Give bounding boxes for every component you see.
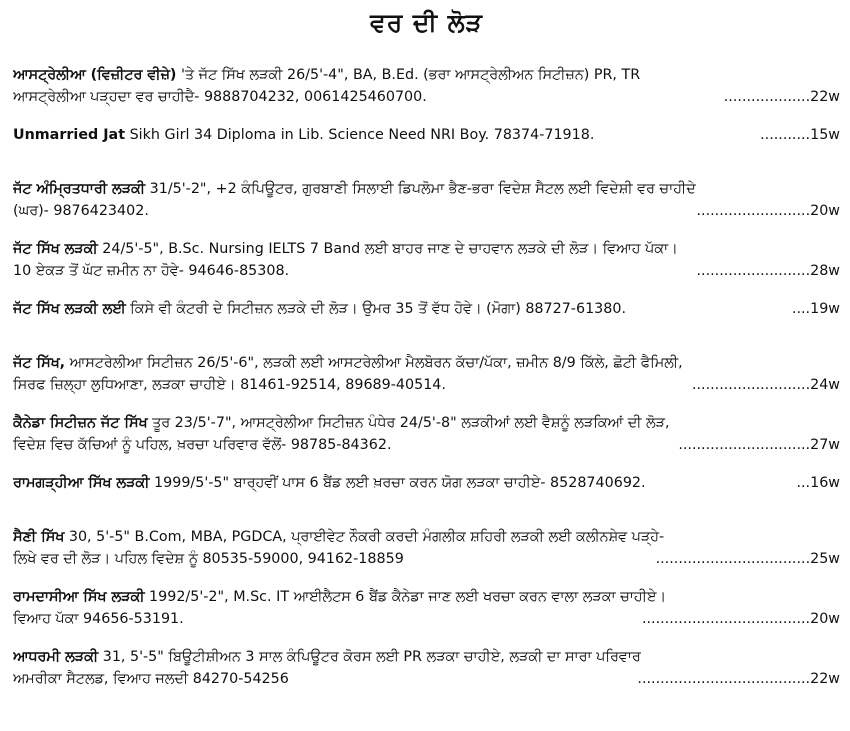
ad-line (13, 434, 840, 456)
ad-text: ਲਿਖੇ ਵਰ ਦੀ ਲੋੜ। ਪਹਿਲ ਵਿਦੇਸ਼ ਨੂੰ 80535-59000, 94162-18859 (13, 551, 404, 567)
ad-line (13, 124, 840, 146)
ad-price: .........................20w (696, 203, 840, 219)
ad-price: ...........15w (760, 127, 840, 143)
ad-line (13, 646, 840, 668)
ad-line (13, 86, 840, 108)
ad-line (13, 178, 840, 200)
classified-ad (13, 586, 840, 646)
classified-ad (13, 238, 840, 298)
ad-lead: ਸੈਣੀ ਸਿੱਖ (13, 529, 65, 545)
ad-text: ਆਸਟਰੇਲੀਆ ਸਿਟੀਜ਼ਨ 26/5'-6", ਲੜਕੀ ਲਈ ਆਸਟਰੇਲੀਆ ਮੈਲਬੋਰਨ ਕੱਚਾ/ਪੱਕਾ, ਜ਼ਮੀਨ 8/9 ਕਿੱਲੇ, ਛੋਟੀ ਫੈਮਿਲੀ, (65, 355, 683, 371)
ad-text: ਸਿਰਫ ਜ਼ਿਲ੍ਹਾ ਲੁਧਿਆਣਾ, ਲੜਕਾ ਚਾਹੀਏ। 81461-92514, 89689-40514. (13, 377, 446, 393)
ad-text: ਕਿਸੇ ਵੀ ਕੰਟਰੀ ਦੇ ਸਿਟੀਜ਼ਨ ਲੜਕੇ ਦੀ ਲੋੜ। ਉਮਰ 35 ਤੋਂ ਵੱਧ ਹੋਵੇ। (ਮੋਗਾ) 88727-61380. (125, 301, 626, 317)
page-title: ਵਰ ਦੀ ਲੋੜ (370, 8, 483, 37)
classified-ad (13, 646, 840, 706)
ad-text: Sikh Girl 34 Diploma in Lib. Science Need NRI Boy. 78374-71918. (125, 127, 595, 143)
ad-lead: ਕੈਨੇਡਾ ਸਿਟੀਜ਼ਨ ਜੱਟ ਸਿੱਖ (13, 415, 148, 431)
ad-text: 30, 5'-5" B.Com, MBA, PGDCA, ਪ੍ਰਾਈਵੇਟ ਨੌਕਰੀ ਕਰਦੀ ਮੰਗਲੀਕ ਸ਼ਹਿਰੀ ਲੜਕੀ ਲਈ ਕਲੀਨਸ਼ੇਵ ਪੜ੍ਹੇ- (64, 529, 665, 545)
ad-text: 1999/5'-5" ਬਾਰ੍ਹਵੀਂ ਪਾਸ 6 ਬੈਂਡ ਲਈ ਖ਼ਰਚਾ ਕਰਨ ਯੋਗ ਲੜਕਾ ਚਾਹੀਏ- 8528740692. (149, 475, 646, 491)
classified-ad (13, 298, 840, 352)
ad-price: .........................28w (696, 263, 840, 279)
classified-ad (13, 352, 840, 412)
ad-text: 1992/5'-2", M.Sc. IT ਆਈਲੈਟਸ 6 ਬੈਂਡ ਕੈਨੇਡਾ ਜਾਣ ਲਈ ਖਰਚਾ ਕਰਨ ਵਾਲਾ ਲੜਕਾ ਚਾਹੀਏ। (144, 589, 667, 605)
classified-ad (13, 64, 840, 124)
ad-text: ਵਿਆਹ ਪੱਕਾ 94656-53191. (13, 611, 184, 627)
ad-text: 31, 5'-5" ਬਿਊਟੀਸ਼ੀਅਨ 3 ਸਾਲ ਕੰਪਿਊਟਰ ਕੋਰਸ ਲਈ PR ਲੜਕਾ ਚਾਹੀਏ, ਲੜਕੀ ਦਾ ਸਾਰਾ ਪਰਿਵਾਰ (98, 649, 641, 665)
ad-line (13, 412, 840, 434)
ad-price: ...................22w (723, 89, 840, 105)
ad-text: ਤੂਰ 23/5'-7", ਆਸਟ੍ਰੇਲੀਆ ਸਿਟੀਜ਼ਨ ਪੰਧੇਰ 24/5'-8" ਲੜਕੀਆਂ ਲਈ ਵੈਸ਼ਨੂੰ ਲੜਕਿਆਂ ਦੀ ਲੋੜ, (147, 415, 670, 431)
ad-text: 10 ਏਕੜ ਤੋਂ ਘੱਟ ਜ਼ਮੀਨ ਨਾ ਹੋਵੇ- 94646-85308. (13, 263, 290, 279)
classified-ad (13, 526, 840, 586)
ad-text: (ਘਰ)- 9876423402. (13, 203, 149, 219)
ad-lead: ਰਾਮਦਾਸੀਆ ਸਿੱਖ ਲੜਕੀ (13, 589, 145, 605)
ad-line (13, 298, 840, 320)
ad-text: 31/5'-2", +2 ਕੰਪਿਊਟਰ, ਗੁਰਬਾਣੀ ਸਿਲਾਈ ਡਿਪਲੋਮਾ ਭੈਣ-ਭਰਾ ਵਿਦੇਸ਼ ਸੈਟਲ ਲਈ ਵਿਦੇਸ਼ੀ ਵਰ ਚਾਹੀਦੇ (145, 181, 696, 197)
ad-text: 'ਤੇ ਜੱਟ ਸਿੱਖ ਲੜਕੀ 26/5'-4", BA, B.Ed. (ਭਰਾ ਆਸਟ੍ਰੇਲੀਅਨ ਸਿਟੀਜ਼ਨ) PR, TR (176, 67, 641, 83)
classified-ad (13, 178, 840, 238)
ad-price: .....................................20w (641, 611, 840, 627)
ad-line (13, 200, 840, 222)
ad-lead: ਰਾਮਗੜ੍ਹੀਆ ਸਿੱਖ ਲੜਕੀ (13, 475, 150, 491)
ad-lead: ਆਧਰਮੀ ਲੜਕੀ (13, 649, 99, 665)
ad-price: ..................................25w (655, 551, 840, 567)
ad-line (13, 64, 840, 86)
ad-line (13, 260, 840, 282)
ad-line (13, 586, 840, 608)
ad-line (13, 352, 840, 374)
ad-lead: ਜੱਟ ਸਿੱਖ ਲੜਕੀ ਲਈ (13, 301, 126, 317)
ad-lead: Unmarried Jat (13, 127, 126, 143)
ad-text: ਅਮਰੀਕਾ ਸੈਟਲਡ, ਵਿਆਹ ਜਲਦੀ 84270-54256 (13, 671, 289, 687)
ad-line (13, 374, 840, 396)
ad-price: ...16w (796, 475, 840, 491)
ad-lead: ਆਸਟ੍ਰੇਲੀਆ (ਵਿਜ਼ੀਟਰ ਵੀਜ਼ੇ) (13, 67, 177, 83)
ad-line (13, 548, 840, 570)
ad-lead: ਜੱਟ ਸਿੱਖ ਲੜਕੀ (13, 241, 98, 257)
ad-line (13, 526, 840, 548)
ads-list (13, 64, 840, 706)
ad-text: 24/5'-5", B.Sc. Nursing IELTS 7 Band ਲਈ ਬਾਹਰ ਜਾਣ ਦੇ ਚਾਹਵਾਨ ਲੜਕੇ ਦੀ ਲੋੜ। ਵਿਆਹ ਪੱਕਾ। (97, 241, 678, 257)
classified-ad (13, 124, 840, 178)
classified-ad (13, 412, 840, 472)
ad-text: ਆਸਟ੍ਰੇਲੀਆ ਪੜ੍ਹਦਾ ਵਰ ਚਾਹੀਦੈ- 9888704232, 0061425460700. (13, 89, 427, 105)
ad-line (13, 238, 840, 260)
classified-ad (13, 472, 840, 526)
ad-lead: ਜੱਟ ਅੰਮ੍ਰਿਤਧਾਰੀ ਲੜਕੀ (13, 181, 146, 197)
ad-price: ....19w (791, 301, 840, 317)
ad-line (13, 668, 840, 690)
ad-line (13, 472, 840, 494)
ad-price: ..........................24w (691, 377, 840, 393)
ad-price: ......................................22w (637, 671, 840, 687)
ad-price: .............................27w (678, 437, 840, 453)
ad-line (13, 608, 840, 630)
ad-lead: ਜੱਟ ਸਿੱਖ, (13, 355, 66, 371)
ad-text: ਵਿਦੇਸ਼ ਵਿਚ ਕੱਚਿਆਂ ਨੂੰ ਪਹਿਲ, ਖ਼ਰਚਾ ਪਰਿਵਾਰ ਵੱਲੋਂ- 98785-84362. (13, 437, 392, 453)
